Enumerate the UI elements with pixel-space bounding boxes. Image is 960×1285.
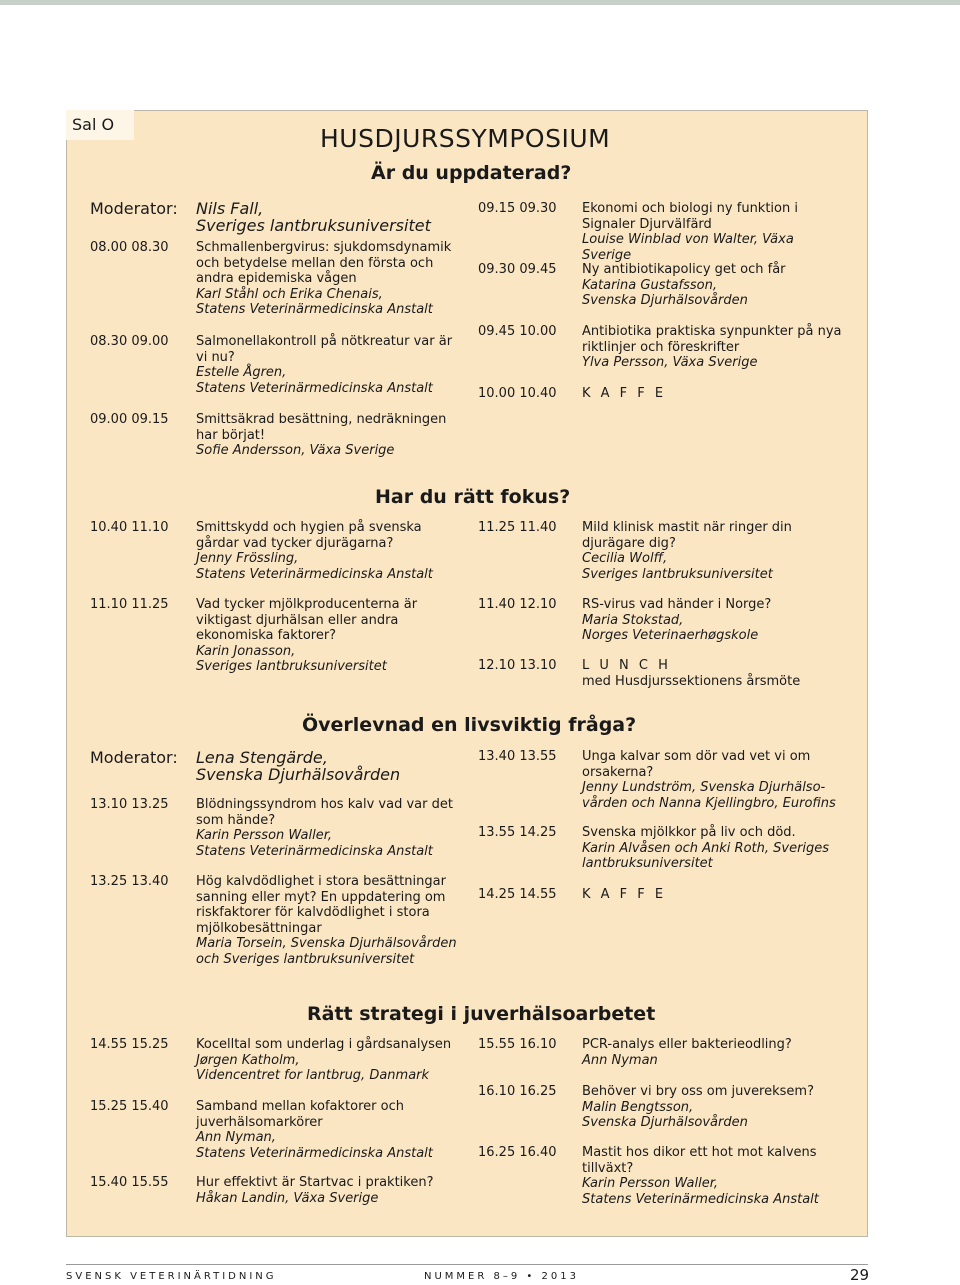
break-label: L U N C H bbox=[582, 658, 671, 673]
session-title: Schmallenbergvirus: sjukdomsdynamik och betydelse mellan den första och andra epidemiska vågen bbox=[196, 240, 452, 286]
session-speaker: Malin Bengtsson, Svenska Djurhälsovården bbox=[582, 1099, 748, 1130]
section-heading: Överlevnad en livsviktig fråga? bbox=[302, 714, 637, 736]
session-time: 15.40 15.55 bbox=[90, 1175, 169, 1190]
session-speaker: Karl Ståhl och Erika Chenais, Statens Veterinärmedicinska Anstalt bbox=[196, 286, 433, 317]
symposium-title: HUSDJURSSYMPOSIUM bbox=[320, 124, 611, 153]
issue-number: NUMMER 8–9 • 2013 bbox=[424, 1271, 579, 1282]
session-time: 11.40 12.10 bbox=[478, 597, 557, 612]
session-time: 16.10 16.25 bbox=[478, 1084, 557, 1099]
session-title: Ny antibiotikapolicy get och får bbox=[582, 262, 786, 277]
session-title: Blödningssyndrom hos kalv vad var det som hände? bbox=[196, 797, 453, 828]
session-time: 09.00 09.15 bbox=[90, 412, 169, 427]
session-speaker: Jørgen Katholm, Videncentret for lantbrug, Danmark bbox=[196, 1052, 430, 1083]
session-speaker: Louise Winblad von Walter, Växa Sverige bbox=[582, 232, 794, 263]
session-title: Behöver vi bry oss om juvereksem? bbox=[582, 1084, 814, 1099]
session-time: 13.10 13.25 bbox=[90, 797, 169, 812]
session-speaker: Maria Torsein, Svenska Djurhälsovården och Sveriges lantbruksuniversitet bbox=[196, 936, 457, 967]
session-speaker: Sofie Andersson, Växa Sverige bbox=[196, 443, 395, 458]
section-heading: Är du uppdaterad? bbox=[371, 162, 572, 184]
break-label: K A F F E bbox=[582, 386, 667, 401]
moderator-name: Nils Fall, bbox=[196, 199, 264, 218]
break-subtitle: med Husdjurssektionens årsmöte bbox=[582, 673, 801, 689]
session-title: Hög kalvdödlighet i stora besättningar sanning eller myt? En uppdatering om riskfaktorer för kalvdödlighet i stora mjölkobesättningar bbox=[196, 874, 446, 936]
session-time: 11.10 11.25 bbox=[90, 597, 169, 612]
session-time: 15.55 16.10 bbox=[478, 1037, 557, 1052]
session-speaker: Maria Stokstad, Norges Veterinaerhøgskole bbox=[582, 612, 759, 643]
session-title: Mastit hos dikor ett hot mot kalvens tillväxt? bbox=[582, 1145, 817, 1176]
session-time: 13.25 13.40 bbox=[90, 874, 169, 889]
session-time: 09.15 09.30 bbox=[478, 201, 557, 216]
session-speaker: Ann Nyman, Statens Veterinärmedicinska Anstalt bbox=[196, 1130, 433, 1161]
session-time: 14.25 14.55 bbox=[478, 887, 557, 902]
session-time: 16.25 16.40 bbox=[478, 1145, 557, 1160]
session-title: Antibiotika praktiska synpunkter på nya riktlinjer och föreskrifter bbox=[582, 324, 842, 355]
session-title: Svenska mjölkkor på liv och död. bbox=[582, 825, 796, 840]
session-time: 14.55 15.25 bbox=[90, 1037, 169, 1052]
session-time: 15.25 15.40 bbox=[90, 1099, 169, 1114]
session-title: RS-virus vad händer i Norge? bbox=[582, 597, 772, 612]
session-time: 08.30 09.00 bbox=[90, 334, 169, 349]
session-title: Vad tycker mjölkproducenterna är viktigast djurhälsan eller andra ekonomiska faktorer? bbox=[196, 597, 418, 643]
moderator-org: Svenska Djurhälsovården bbox=[196, 765, 401, 784]
session-title: Salmonellakontroll på nötkreatur var är vi nu? bbox=[196, 334, 453, 365]
session-speaker: Estelle Ågren, Statens Veterinärmedicinska Anstalt bbox=[196, 365, 433, 396]
session-title: Smittsäkrad besättning, nedräkningen har börjat! bbox=[196, 412, 447, 443]
session-title: Mild klinisk mastit när ringer din djurägare dig? bbox=[582, 520, 792, 551]
session-speaker: Håkan Landin, Växa Sverige bbox=[196, 1190, 379, 1206]
session-speaker: Jenny Frössling, Statens Veterinärmedicinska Anstalt bbox=[196, 551, 433, 582]
session-time: 12.10 13.10 bbox=[478, 658, 557, 673]
footer-rule bbox=[66, 1264, 868, 1265]
session-time: 10.40 11.10 bbox=[90, 520, 169, 535]
moderator-name: Lena Stengärde, bbox=[196, 748, 328, 767]
session-speaker: Ylva Persson, Växa Sverige bbox=[582, 355, 758, 370]
break-label: K A F F E bbox=[582, 887, 667, 902]
session-time: 13.40 13.55 bbox=[478, 749, 557, 764]
session-speaker: Karin Persson Waller, Statens Veterinärmedicinska Anstalt bbox=[196, 828, 433, 859]
session-time: 09.45 10.00 bbox=[478, 324, 557, 339]
session-time: 13.55 14.25 bbox=[478, 825, 557, 840]
session-title: PCR-analys eller bakterieodling? bbox=[582, 1037, 792, 1052]
session-time: 10.00 10.40 bbox=[478, 386, 557, 401]
session-title: Samband mellan kofaktorer och juverhälsomarkörer bbox=[196, 1099, 404, 1130]
journal-name: SVENSK VETERINÄRTIDNING bbox=[66, 1271, 277, 1282]
session-title: Unga kalvar som dör vad vet vi om orsakerna? bbox=[582, 749, 811, 780]
session-title: Hur effektivt är Startvac i praktiken? bbox=[196, 1175, 434, 1190]
session-speaker: Karin Jonasson, Sveriges lantbruksuniversitet bbox=[196, 643, 387, 674]
top-bar bbox=[0, 0, 960, 5]
session-speaker: Jenny Lundström, Svenska Djurhälso- vården och Nanna Kjellingbro, Eurofins bbox=[582, 780, 836, 811]
session-speaker: Katarina Gustafsson, Svenska Djurhälsovården bbox=[582, 277, 748, 308]
section-heading: Rätt strategi i juverhälsoarbetet bbox=[307, 1003, 656, 1025]
session-speaker: Karin Persson Waller, Statens Veterinärmedicinska Anstalt bbox=[582, 1176, 819, 1207]
session-time: 11.25 11.40 bbox=[478, 520, 557, 535]
page-number: 29 bbox=[850, 1266, 870, 1284]
session-time: 08.00 08.30 bbox=[90, 240, 169, 255]
session-title: Ekonomi och biologi ny funktion i Signaler Djurvälfärd bbox=[582, 201, 798, 232]
session-title: Smittskydd och hygien på svenska gårdar vad tycker djurägarna? bbox=[196, 520, 422, 551]
room-label: Sal O bbox=[66, 110, 134, 140]
moderator-org: Sveriges lantbruksuniversitet bbox=[196, 216, 431, 235]
session-speaker: Cecilia Wolff, Sveriges lantbruksuniversitet bbox=[582, 551, 773, 582]
session-time: 09.30 09.45 bbox=[478, 262, 557, 277]
moderator-label: Moderator: bbox=[90, 748, 178, 767]
section-heading: Har du rätt fokus? bbox=[375, 486, 571, 508]
session-speaker: Karin Alvåsen och Anki Roth, Sveriges lantbruksuniversitet bbox=[582, 840, 830, 871]
session-title: Kocelltal som underlag i gårdsanalysen bbox=[196, 1037, 452, 1052]
session-speaker: Ann Nyman bbox=[582, 1052, 658, 1068]
moderator-label: Moderator: bbox=[90, 199, 178, 218]
